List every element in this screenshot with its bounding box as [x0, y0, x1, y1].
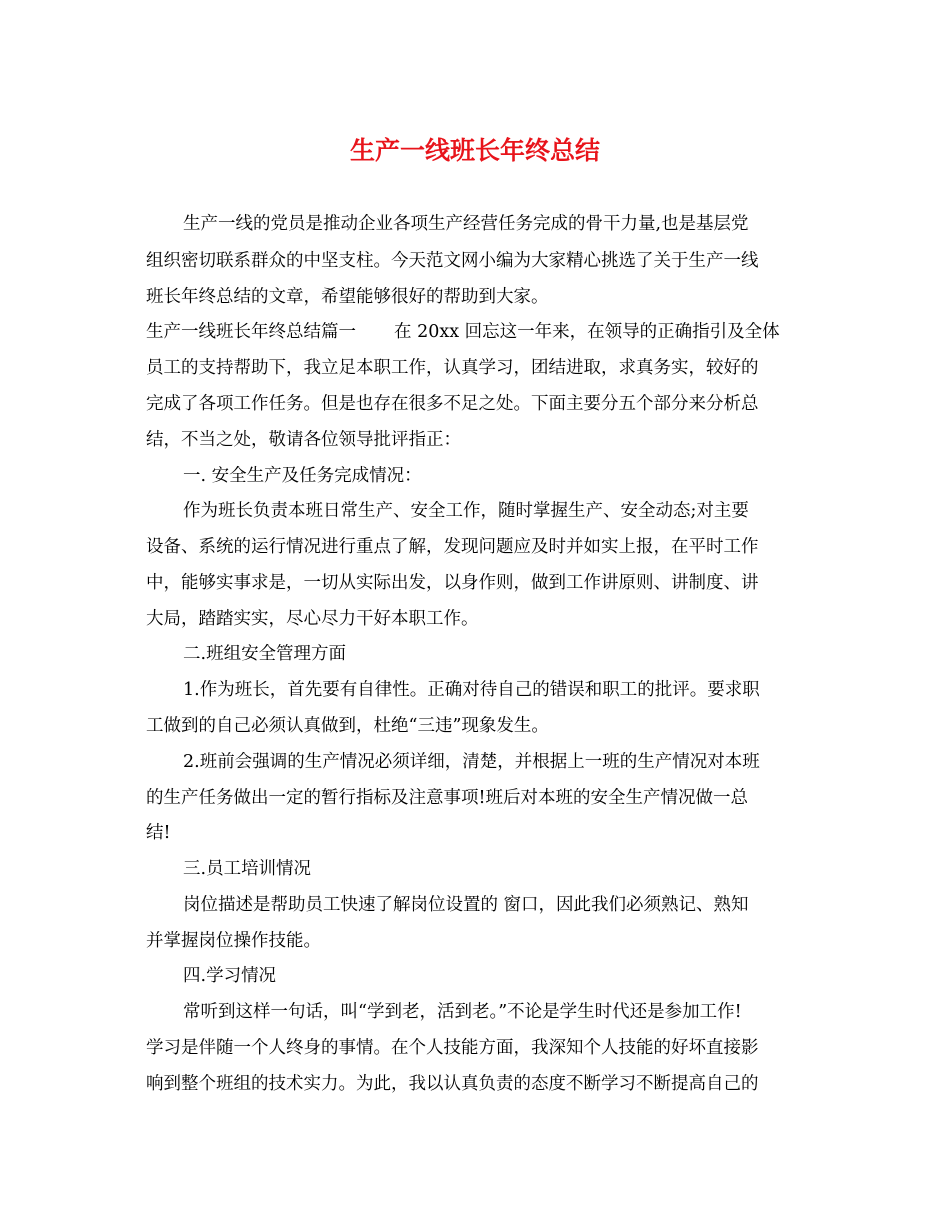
paragraph-line: 学习是伴随一个人终身的事情。在个人技能方面，我深知个人技能的好坏直接影: [146, 1038, 759, 1058]
paragraph-line: 作为班长负责本班日常生产、安全工作，随时掌握生产、安全动态;对主要: [183, 501, 749, 521]
section-heading: 三.员工培训情况: [183, 859, 312, 879]
paragraph-line: 结!: [146, 823, 171, 843]
section-heading: 四.学习情况: [183, 966, 277, 986]
paragraph-line: 完成了各项工作任务。但是也存在很多不足之处。下面主要分五个部分来分析总: [146, 394, 759, 414]
paragraph-line: 班长年终总结的文章，希望能够很好的帮助到大家。: [146, 287, 549, 307]
paragraph-line: 组织密切联系群众的中坚支柱。今天范文网小编为大家精心挑选了关于生产一线: [146, 251, 759, 271]
section-intro-line: [146, 320, 811, 344]
section-label: 生产一线班长年终总结篇一: [146, 322, 356, 342]
paragraph-line: 生产一线的党员是推动企业各项生产经营任务完成的骨干力量,也是基层党: [183, 214, 749, 234]
paragraph-line: 大局，踏踏实实，尽心尽力干好本职工作。: [146, 609, 479, 629]
section-heading: 一. 安全生产及任务完成情况：: [183, 466, 422, 486]
document-title: 生产一线班长年终总结: [349, 136, 600, 165]
paragraph-line: 员工的支持帮助下，我立足本职工作，认真学习，团结进取，求真务实，较好的: [146, 358, 759, 378]
paragraph-line: 结，不当之处，敬请各位领导批评指正：: [146, 430, 461, 450]
paragraph-line: 常听到这样一句话，叫“学到老，活到老。”不论是学生时代还是参加工作!: [183, 1002, 742, 1022]
paragraph-line: 设备、系统的运行情况进行重点了解，发现问题应及时并如实上报，在平时工作: [146, 537, 759, 557]
paragraph-line: 中，能够实事求是，一切从实际出发，以身作则，做到工作讲原则、讲制度、讲: [146, 573, 759, 593]
section-intro-text: 在 20xx 回忘这一年来，在领导的正确指引及全体: [394, 322, 780, 342]
paragraph-line: 工做到的自己必须认真做到，杜绝“三违”现象发生。: [146, 716, 549, 736]
paragraph-line: 响到整个班组的技术实力。为此，我以认真负责的态度不断学习不断提高自己的: [146, 1074, 759, 1094]
paragraph-line: 1.作为班长，首先要有自律性。正确对待自己的错误和职工的批评。要求职: [183, 680, 760, 700]
paragraph-line: 的生产任务做出一定的暂行指标及注意事项!班后对本班的安全生产情况做一总: [146, 788, 749, 808]
paragraph-line: 岗位描述是帮助员工快速了解岗位设置的 窗口，因此我们必须熟记、熟知: [183, 895, 749, 915]
paragraph-line: 并掌握岗位操作技能。: [146, 931, 321, 951]
paragraph-line: 2.班前会强调的生产情况必须详细，清楚，并根据上一班的生产情况对本班: [183, 752, 760, 772]
section-heading: 二.班组安全管理方面: [183, 644, 347, 664]
